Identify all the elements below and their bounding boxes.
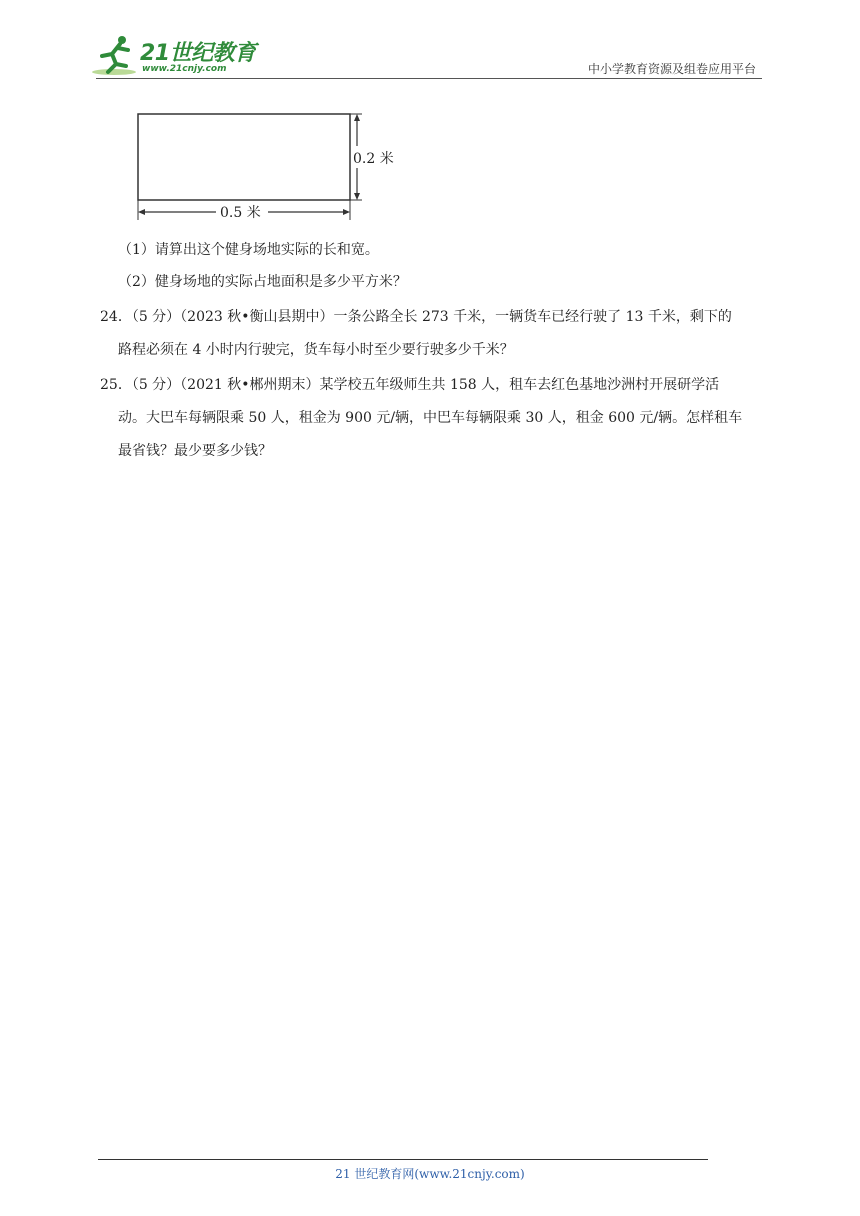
logo-text: 21世纪教育	[140, 41, 256, 66]
question-25-line-3: 最省钱？最少要多少钱？	[118, 443, 272, 459]
logo-url: www.21cnjy.com	[142, 64, 227, 74]
length-label: 0.5 米	[220, 205, 261, 221]
site-logo	[92, 34, 262, 78]
question-24-line-1: 24．（5 分）（2023 秋•衡山县期中）一条公路全长 273 千米，一辆货车已经行驶了 13 千米，剩下的	[100, 309, 732, 325]
platform-title: 中小学教育资源及组卷应用平台	[587, 62, 756, 76]
rectangle-figure	[128, 108, 418, 224]
question-24-line-2: 路程必须在 4 小时内行驶完，货车每小时至少要行驶多少千米？	[118, 342, 514, 358]
header-rule	[96, 78, 762, 79]
question-25-line-2: 动。大巴车每辆限乘 50 人，租金为 900 元/辆，中巴车每辆限乘 30 人，租金 600 元/辆。怎样租车	[118, 410, 743, 426]
page-header	[0, 0, 860, 80]
sub-question-2: （2）健身场地的实际占地面积是多少平方米？	[118, 274, 407, 290]
question-25-line-1: 25．（5 分）（2021 秋•郴州期末）某学校五年级师生共 158 人，租车去红色基地沙洲村开展研学活	[100, 377, 720, 393]
runner-logo-icon	[92, 34, 142, 78]
sub-question-1: （1）请算出这个健身场地实际的长和宽。	[118, 242, 379, 258]
footer-rule	[98, 1159, 708, 1160]
rectangle-diagram	[128, 108, 418, 224]
page-footer: 21 世纪教育网(www.21cnjy.com)	[335, 1167, 525, 1181]
width-label: 0.2 米	[353, 151, 394, 167]
